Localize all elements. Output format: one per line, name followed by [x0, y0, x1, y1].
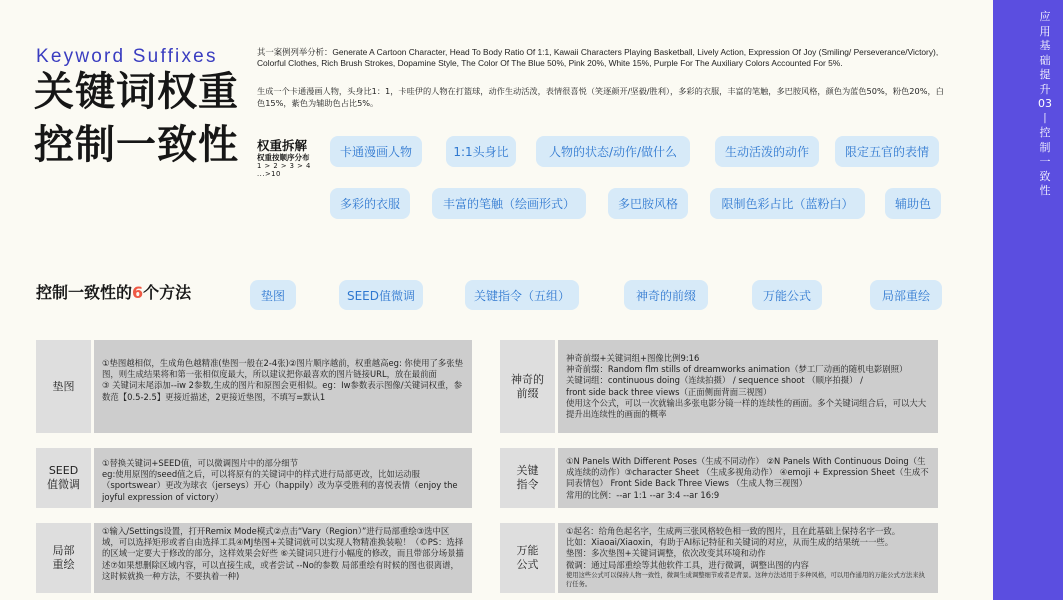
wanneng-line-4: 微调：通过局部重绘等其他软件工具，进行微调，调整出图的内容 — [566, 559, 809, 570]
chip-facial-expression: 限定五官的表情 — [835, 136, 939, 167]
sidebar-title: 应用基础提升03丨控制一致性 — [1038, 10, 1052, 197]
page-title-line2: 控制一致性 — [34, 122, 239, 168]
chip-cartoon-character: 卡通漫画人物 — [330, 136, 422, 167]
methods-title-after: 个方法 — [143, 283, 192, 302]
shenqi-line-2: 神奇前缀：Random flm stills of dreamworks animation（梦工厂动画的随机电影剧照） — [566, 364, 908, 375]
panel-label-jubu-line1: 局部 — [52, 544, 75, 557]
wanneng-line-1: ①起名：给角色起名字，生成两三张风格较色相一致的图片，且在此基础上保持名字一致。 — [566, 526, 901, 536]
chip-character-state: 人物的状态/动作/做什么 — [536, 136, 690, 167]
weight-decomposition — [257, 139, 327, 178]
shenqi-line-3: 关键词组：continuous doing（连续拍摄） / sequence shoot （顺序拍摄） / — [566, 375, 864, 386]
panel-label-shenqi — [500, 340, 555, 433]
panel-label-dianju-text: 垫图 — [52, 379, 75, 393]
wanneng-line-2: 比如：Xiaoai/Xiaoxin，有助于AI标记特征和关键词的对应，从而生成的结果统一一些。 — [566, 537, 894, 548]
panel-body-seed — [94, 448, 472, 508]
decomposition-title: 权重拆解 — [257, 138, 308, 153]
panel-label-guanjian-line1: 关键 — [516, 464, 539, 477]
guanjian-line-2: 常用的比例：--ar 1:1 --ar 3:4 --ar 16:9 — [566, 489, 720, 500]
example-prompt-en: 其一案例列举分析：Generate A Cartoon Character, Head To Body Ratio Of 1:1, Kawaii Characters Playing Basketball, Lively Action, Expression Of Joy (Smiling/ Perseverance/Victory), Colorful Clothes, Rich Brush Strokes, Dopamine Style, The Color Of The Blue 50%, Pink 20%, White 15%, Purple For The Auxiliary Colors Accounted For 5%. — [257, 47, 939, 69]
panel-label-seed — [36, 448, 91, 508]
methods-title — [36, 280, 191, 303]
shenqi-line-4: front side back three views（正面侧面背面三视图） — [566, 386, 772, 397]
chip-lively-action: 生动活泼的动作 — [715, 136, 819, 167]
example-prompt-cn: 生成一个卡通漫画人物，头身比1：1，卡哇伊的人物在打篮球，动作生动活泼，表情很喜悦（笑逐颜开/坚毅/胜利），多彩的衣服，丰富的笔触，多巴胺风格，颜色为蓝色50%，粉色20%，白色15%，紫色为辅助色占比5%。 — [257, 86, 944, 108]
panel-body-guanjian — [558, 448, 938, 508]
panel-label-guanjian-line2: 指令 — [516, 478, 539, 491]
chip-auxiliary-color: 辅助色 — [885, 188, 941, 219]
page-title — [34, 66, 239, 172]
method-chip-key-commands: 关键指令（五组） — [465, 280, 579, 310]
panel-label-wanneng — [500, 523, 555, 593]
guanjian-line-1: ①N Panels With Different Poses（生成不同动作） ②N Panels With Continuous Doing（生成连续的动作）③character Sheet （生成多视角动作） ④emoji + Expression Sheet（生成不同表情包） Front Side Back Three Views （生成人物三视图） — [566, 456, 929, 489]
panel-body-jubu — [94, 523, 472, 593]
seed-line-2: eg:使用原图的seed值之后，可以将原有的关键词中的样式进行局部更改，比如运动服（sportswear）更改为球衣（jerseys）开心（happily）改为享受胜利的喜悦表情（enjoy the joyful expression of victory） — [102, 469, 458, 502]
method-chip-dianju: 垫图 — [250, 280, 296, 310]
decomposition-order: 1 > 2 > 3 > 4 ...>10 — [257, 162, 311, 178]
panel-label-guanjian — [500, 448, 555, 508]
sidebar-band — [993, 0, 1063, 600]
panel-label-wanneng-line2: 公式 — [516, 558, 539, 571]
method-chip-universal-formula: 万能公式 — [752, 280, 822, 310]
method-chip-inpainting: 局部重绘 — [870, 280, 942, 310]
panel-label-shenqi-line1: 神奇的 — [511, 372, 544, 386]
panel-body-wanneng — [558, 523, 938, 593]
panel-label-wanneng-line1: 万能 — [516, 544, 539, 557]
panel-label-jubu — [36, 523, 91, 593]
panel-body-dianju — [94, 340, 472, 433]
jubu-line-1: ①输入/Settings设置，打开Remix Mode模式②点击“Vary（Region）”进行局部重绘③选中区域，可以选择矩形或者自由选择工具④MJ垫图+关键词就可以实现人物精准换装啦！（©PS：选择的区域一定要大于修改的部分，这样效果会好些 ⑥关键词只进行小幅度的修改，而且带部分场景描述⑦如果想删除区域内容，可以直接生成，或者尝试 --No的参数 局部重绘有时候的图也很离谱，这时候就换一种方法，不要执着一种) — [102, 526, 464, 581]
keyword-suffixes-heading: Keyword Suffixes — [36, 46, 218, 67]
chip-colorful-clothes: 多彩的衣服 — [330, 188, 410, 219]
methods-title-before: 控制一致性的 — [36, 283, 133, 302]
panel-label-seed-line1: SEED — [48, 464, 79, 477]
decomposition-subtitle: 权重按顺序分布 — [257, 153, 310, 162]
chip-color-ratio: 限制色彩占比（蓝粉白） — [710, 188, 865, 219]
page-title-line1: 关键词权重 — [34, 69, 239, 115]
wanneng-line-3: 垫图：多次垫图+关键词调整，依次改变其环境和动作 — [566, 548, 766, 559]
chip-rich-brush-strokes: 丰富的笔触（绘画形式） — [432, 188, 586, 219]
chip-dopamine-style: 多巴胺风格 — [608, 188, 688, 219]
method-chip-seed: SEED值微调 — [339, 280, 423, 310]
dianju-line-2: ③ 关键词末尾添加--iw 2参数,生成的图片和原图会更相似。eg：Iw参数表示图像/关键词权重，参数范【0.5-2.5】更接近描述，2更接近垫图，不填写=默认1 — [102, 380, 463, 402]
chip-head-body-ratio: 1:1头身比 — [446, 136, 516, 167]
shenqi-line-5: 使用这个公式，可以一次就输出多张电影分镜一样的连续性的画面。多个关键词组合后，可以大大提升出连续性的画面的概率 — [566, 397, 927, 420]
methods-title-number: 6 — [132, 283, 144, 302]
panel-label-dianju — [36, 340, 91, 433]
method-chip-magic-prefix: 神奇的前缀 — [624, 280, 708, 310]
panel-label-shenqi-line2: 前缀 — [516, 386, 539, 400]
wanneng-note: 使用这些公式可以保持人物一致性，微调生成调整细节或者是背景。这种方法适用于多种风格，可以用作通用的万能公式方法来执行任务。 — [566, 571, 925, 588]
panel-body-shenqi — [558, 340, 938, 433]
seed-line-1: ①替换关键词+SEED值，可以微调图片中的部分细节 — [102, 458, 298, 468]
shenqi-line-1: 神奇前缀+关键词组+图像比例9:16 — [566, 353, 700, 363]
dianju-line-1: ①垫图越相似，生成角色越精准(垫图一般在2-4张)②图片顺序越前，权重越高eg: 你使用了多张垫图，则生成结果将和第一张相似度最大，所以建议把你最喜欢的图片链接URL，放在最前面 — [102, 358, 464, 380]
panel-label-jubu-line2: 重绘 — [52, 558, 75, 571]
panel-label-seed-line2: 值微调 — [47, 478, 80, 491]
